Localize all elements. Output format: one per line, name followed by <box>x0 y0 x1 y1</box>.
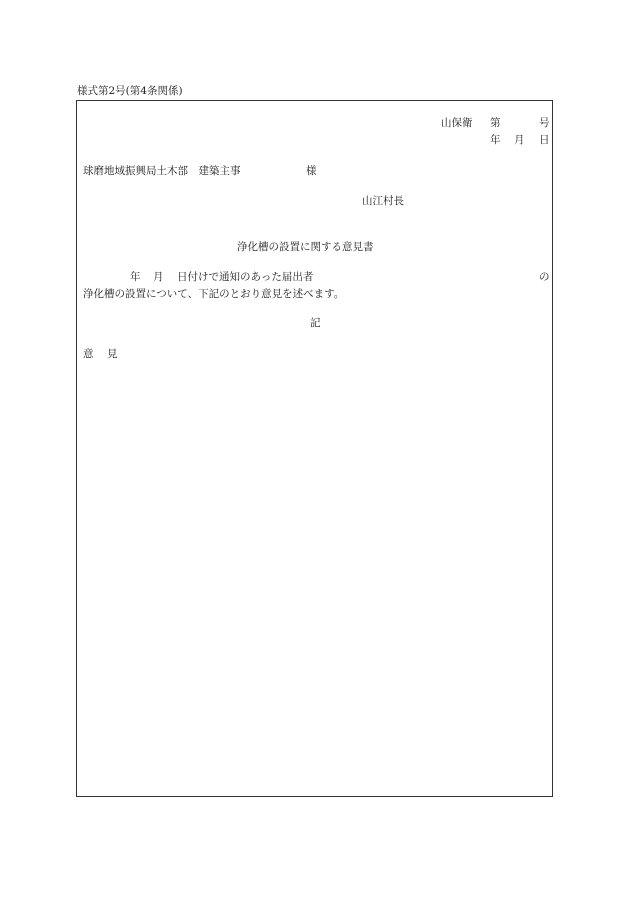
ki-heading: 記 <box>310 317 321 329</box>
body-month: 月 <box>153 271 164 283</box>
opinion-label-part2: 見 <box>107 348 118 360</box>
sender-name: 山江村長 <box>362 195 404 207</box>
document-number-go: 号 <box>539 117 550 129</box>
form-label: 様式第2号(第4条関係) <box>77 85 183 97</box>
document-title: 浄化槽の設置に関する意見書 <box>237 241 374 253</box>
body-line2: 浄化槽の設置について、下記のとおり意見を述べます。 <box>83 288 345 300</box>
body-line1: 日付けで通知のあった届出者 <box>177 271 314 283</box>
date-year: 年 <box>490 134 501 146</box>
date-month: 月 <box>514 134 525 146</box>
body-year: 年 <box>130 271 141 283</box>
document-number-dai: 第 <box>490 117 501 129</box>
body-line1-end: の <box>539 271 550 283</box>
addressee-name: 球磨地域振興局土木部 建築主事 <box>83 165 241 177</box>
form-frame <box>76 100 553 797</box>
date-day: 日 <box>539 134 550 146</box>
addressee-honorific: 様 <box>306 165 317 177</box>
opinion-label-part1: 意 <box>83 348 94 360</box>
document-number-office: 山保衛 <box>441 117 473 129</box>
